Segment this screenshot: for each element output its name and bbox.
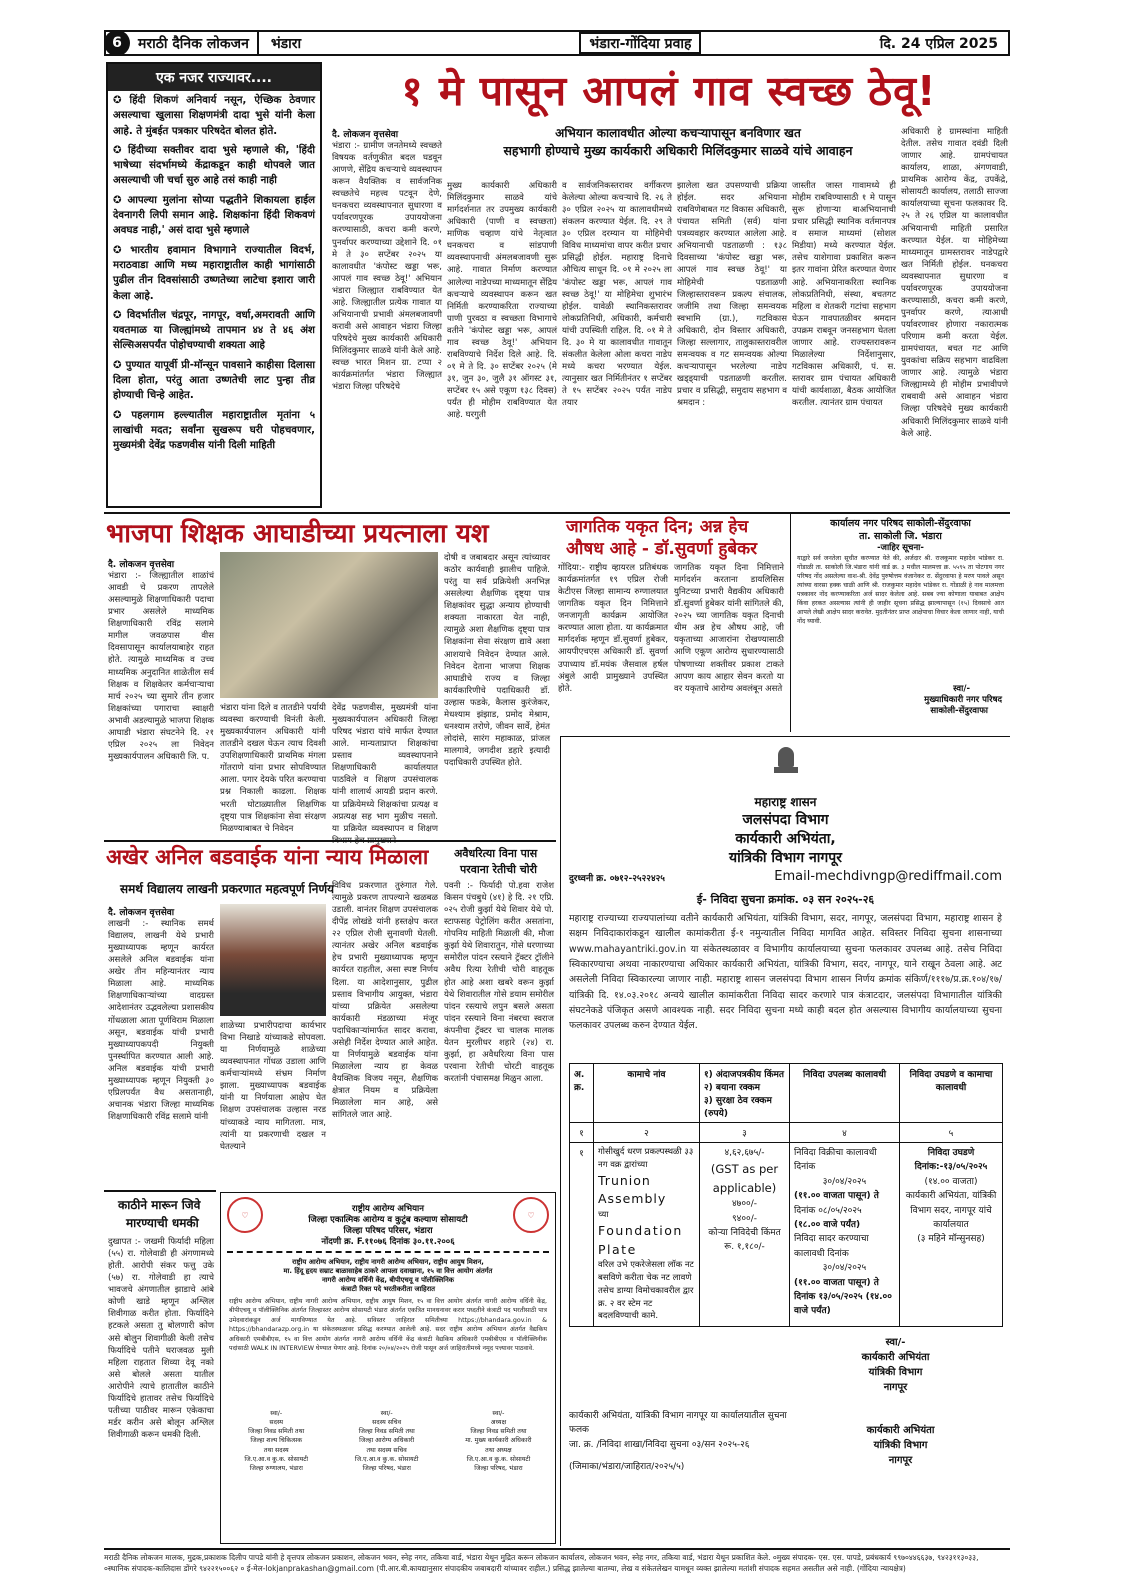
availability-text: निविदा सादर करण्याचा कालावधी दिनांक [794,1234,869,1259]
divider [104,840,556,842]
imprint-line: ०स्थानिक संपादक-कालिदास डोंगरे ९४२२१५००६२ ० ई-मेल-lokjanprakashan@gmail.com (पी.आर.बी.कायद्यानुसार संपादकीय जबाबदारी यांच्यावर राहील.) प्रसिद्ध झालेल्या बातम्या, लेख व संकेतलेखन यामधून व्यक्त झालेल्या मतांशी संपादक सहमत असतील असे नाही. (गोंदिया न्यायक्षेत्र) [104,1564,906,1574]
sign-line: तथा सदस्य [263,1446,289,1454]
sign-line: जिल्हा रुग्णालय, भंडारा [249,1464,303,1472]
main-subheadline: अभियान कालावधीत ओल्या कचऱ्यापासून बनविणार खत [555,126,801,140]
opening-text: दिनांक:-१३/०५/२०२५ [914,1162,988,1173]
page-header [104,30,1010,56]
opening-text: निविदा उघडणे [927,1148,975,1158]
bjp-col-3: देवेंद्र फडणवीस, मुख्यमंत्री यांना मुख्यकार्यपालन अधिकारी जिल्हा परिषद भंडारा यांचे मार्फत देण्यात आले. मान्यताप्राप्त शिक्षकांचा प्रस्ताव व्यवस्थापनाने शिक्षणाधिकारी कार्यालयात पाठविले व शिक्षण उपसंचालक यांनी शालार्थ आयडी प्रदान करणे. या प्रक्रियेमध्ये शिक्षकांचा प्रत्यक्ष व अप्रत्यक्ष सह भाग मुळीच नसतो. या प्रक्रियेत व्यवस्थापन व शिक्षण [332,703,438,834]
tender-table [569,1063,1003,1327]
nhm-line: कंत्राटी रिक्त पदे भरतीकरीता जाहिरात [340,1285,436,1293]
anil-col-1: लाखनी :- स्थानिक समर्थ विद्यालय, लाखनी येथे प्रभारी मुख्याध्यापक म्हणून कार्यरत असलेले अनिल बडवाईक यांना अखेर तीन महिन्यानंतर न्याय मिळाला आहे. माध्यमिक शिक्षणाधिकाऱ्यांच्या वादग्रस्त आदेशानंतर उद्भवलेल्या प्रशासकीय गोंधळाला आता पूर्णविराम मिळाला असून, बडवाईक यांची प्रभारी मुख्याध्यापकपदी नियुक्ती पुनर्स्थापित करण्यात आली आहे. अनिल बडवाईक यांची प्रभारी मुख्याध्यापक म्हणून नियुक्ती ३० एप्रिलपर्यंत वैध असतानाही, अचानक भंडारा जिल्हा माध्यमिक शिक्षणाधिकारी रविंद्र सलामे यांनी [108,919,214,1122]
main-col-4: झालेला खत उपसण्याची प्रक्रिया होईल. सदर अभियाना राबविणेबाबत गट विकास अधिकारी, पंचायत समिती (सर्व) यांना पत्रव्यवहार करण्यात आलेला आहे. अभियानाची पडताळणी : १३८ दिवसाच्या 'कंपोस्ट खड्डा भरू, आपलं गाव स्वच्छ ठेवू!' या मोहिमेची पडताळणी जिल्हास्तरावरून प्रकल्प संचालक, जजीमि तथा जिल्हा समन्वयक स्वभामि (ग्रा.), गटविकास अधिकारी, दोन विस्तार अधिकारी, जिल्हा सल्लागार, तालुकास्तरावरील समन्वयक व गट समन्वयक ओल्या कचऱ्यापासून भरलेल्या नाडेप खड्ड्याची पडताळणी करतील. प्रचार व प्रसिद्धी, समुदाय सहभाग व श्रमदान : [677,181,787,409]
tender-notice [560,736,1010,1546]
sakoli-title: कार्यालय नगर परिषद साकोली-सेंदुरवाफा [830,518,971,529]
sign-line: जिल्हा शल्य चिकित्सक [250,1437,303,1445]
bjp-photo [220,552,438,698]
liver-col-2: जागतिक यकृत दिना निमित्ताने मार्गदर्शन करताना डायलिसिस युनिटच्या प्रभारी वैद्यकीय अधिकारी डॉ.सुवर्णा हुबेकर यांनी सांगितले की, २०२५ च्या जागतिक यकृत दिनाची थीम अन्न हेच औषध आहे, जी यकृताच्या आजारांना रोखण्यासाठी आणि एकूण आरोग्य सुधारण्यासाठी पोषणाच्या शक्तीवर प्रकाश टाकते आपण काय आहार सेवन करतो या वर यकृताचे आरोग्य अवलंबून असते [674,563,784,694]
sign-line: यांत्रिकी विभाग [873,1440,928,1451]
sand-headline: अवैधरित्या विना पास [454,847,538,860]
bjp-headline: भाजपा शिक्षक आघाडीच्या प्रयत्नाला यश [106,519,489,549]
byline: दै. लोकजन वृत्तसेवा [108,560,175,570]
nhm-reg: नोंदणी क्र. F.११०७६ दिनांक ३०.११.२००६ [321,1237,455,1247]
sign-line: तथा अध्यक्ष [485,1446,512,1454]
availability-text: दिनांक १३/०५/२०२५ (१४.०० वाजे पर्यंत) [794,1291,892,1317]
sign-line: जि.ए.आ.व कु.क. सोसायटी [466,1455,531,1463]
tender-email[interactable]: Email-mechdivngp@rediffmail.com [774,869,1002,884]
availability-text: ३०/०४/२०२५ [822,1263,867,1274]
main-col-2: मुख्य कार्यकारी अधिकारी मिलिंदकुमार साळवे यांचे मार्गदर्शनात तर उपमुख्य कार्यकारी अधिकारी (पाणी व स्वच्छता) माणिक चव्हाण यांचे नेतृत्वात घनकचरा व सांडपाणी व्यवस्थापनाची अंमलबजावणी सुरू आहे. गावात निर्माण करण्यात आलेल्या नाडेपच्या माध्यमातून सेंद्रिय कचऱ्याचे व्यवस्थापन करून खत निर्मिती करण्याकरिता राज्याच्या पाणी पुरवठा व स्वच्छता विभागाचे वतीने 'कंपोस्ट खड्डा भरू, आपलं गाव स्वच्छ ठेवू!' अभियान राबविण्याचे निर्देश दिले आहे. दि. ०१ मे ते दि. ३० सप्टेंबर २०२५ (मे ३१, जुन ३०, जुलै ३१ ऑगस्ट ३१, सप्टेंबर १५ असे एकूण १३८ दिवस) पर्यंत ही मोहीम राबविण्यात येत आहे. घरगुती [447,181,558,421]
opening-text: कार्यकारी अभियंता, यांत्रिकी विभाग सदर, नागपूर यांचे कार्यालयात [905,1191,997,1230]
tender-opening-cell [900,1143,1003,1327]
sign-line: मा. मुख्य कार्यकारी अधिकारी [465,1437,532,1445]
bjp-col-1: भंडारा :- जिल्ह्यातील शाळांचं आवडी चे प्रकरण तापलेले असल्यामुळे शिक्षणाधिकारी पदाचा प्रभार असलेले माध्यमिक शिक्षणाधिकारी रविंद्र सलामे मागील जवळपास वीस दिवसापासून कार्यालयाबाहेर राहत होते. त्यामुळे माध्यमिक व उच्च माध्यमिक अनुदानित शाळेतील सर्व शिक्षक व शिक्षकेतर कर्मचाऱ्याचा मार्च २०२५ च्या सुमारे तीन हजार शिक्षकांच्या पगाराचा स्वाक्षरी अभावी अडल्यामुळे भाजपा शिक्षक आघाडी भंडारा संघटनेने दि. २१ एप्रिल २०२५ ला निवेदन मुख्यकार्यपालन अधिकारी जि. प. [108,571,214,762]
sakoli-signatory: मुख्याधिकारी नगर परिषद [924,695,1002,705]
security-deposit: ९४००/- [732,1213,757,1224]
sakoli-notice [790,514,1010,732]
sign-line: जिल्हा परिषद, भंडारा [362,1464,411,1472]
page-number: 6 [104,30,130,56]
sign-line: अध्यक्ष [490,1419,507,1427]
nhm-sign-1 [244,1409,308,1473]
sign-line: सदस्य सचिव [372,1419,402,1427]
table-cell: १ [570,1143,594,1327]
nhm-title: राष्ट्रीय आरोग्य अभियान [352,1204,424,1214]
tender-dept: जलसंपदा विभाग [742,812,829,828]
sand-body: पवनी :- फिर्यादी पो.हवा राजेश किसन पंचबुधे (४१) हे दि. २१ एप्रि. ०२५ रोजी कुर्झा येथे शिवार येथे पो. स्टाफसह पेट्रोलिंग करीत असतांना, गोपनिय माहिती मिळाली की, मौजा कुर्झा येथे शिवारातुन, गोसे धरणाच्या समोरील पांदन रस्त्याने ट्रॅक्टर ट्रॉलीने अवैध रित्या रेतीची चोरी वाहतूक होत आहे अशा खबरे वरून कुर्झा येथे शिवारातील गोसे डयाम समोरील पांदन रस्त्याचे लपुन बसले असता पांदन रस्त्याने विना नंबरचा स्वराज कंपनीचा ट्रॅक्टर चा चालक मालक येतन मुरलीधर शहारे (२४) रा. कुर्झा, हा अवैधरित्या विना पास परवाना रेतीची चोरटी वाहतूक करतांनी पंचासमक्ष मिळुन आला. [444,881,554,1084]
gst-note: (GST as per applicable) [710,1162,779,1195]
estimated-cost: ४,६२,६७५/- [724,1148,765,1158]
table-number-row [570,1123,1003,1143]
main-col-3: व सार्वजनिकस्तरावर वर्गीकरण केलेल्या ओल्या कचऱ्याचे दि. २६ ते ३० एप्रिल २०२५ या कालावधीमध्ये संकलन करण्यात येईल. दि. २९ ते ३० एप्रिल दरम्यान या मोहिमेची विविध माध्यमांचा वापर करीत प्रचार प्रसिद्धी होईल. महाराष्ट्र दिनाचे औचित्य साधून दि. ०१ मे २०२५ ला 'कंपोस्ट खड्डा भरू, आपलं गाव स्वच्छ ठेवू!' या मोहिमेचा शुभारंभ होईल. यावेळी स्थानिकस्तरावर लोकप्रतिनिधी, अधिकारी, कर्मचारी यांची उपस्थिती राहिल. दि. ०१ मे ते दि. ३० मे या कालावधीत गावातून संकलीत केलेला ओला कचरा नाडेप मध्ये कचरा भरण्यात येईल. त्यानुसार खत निर्मितीनंतर १ सप्टेंबर ते १५ सप्टेंबर २०२५ पर्यंत नाडेप तयार [562,181,672,409]
copy-line: (जिमाका/भंडारा/जाहिरात/२०२५/५) [569,1462,685,1473]
opening-text: (३ महिने मॉन्सुनसह) [917,1234,985,1245]
sign-line: सदस्य [269,1419,284,1427]
sakoli-body: याद्वारे सर्व जनतेला सूचीत करण्यात येते की, अर्जदार श्री. राजकुमार महादेव भांडेकर रा. गोंडाळी ता. साकोली जि.भंडारा यांनी वार्ड क्र. ३ मधील मालमत्ता क्र. ५५९५ ता पोटगाय नगर परिषद नोंद असलेल्या वाश-श्री. देवेंद्र पुरुषोत्तम वंजानेकर रा. सेंदुरवाफा हे मरण पावले असून त्यांच्या वारसा हक्क चाळी आणि श्री. राजकुमार महादेव भांडेकर रा. गोंडाळी हे नाव मालमत्ता पत्रकावर नोंद करण्याकरिता अर्ज सादर केलेला आहे. सबब ज्या कोणाला याबाबत आक्षेप किंवा हरकत असल्यास त्यांनी ही जाहीर सूचना प्रसिद्ध झाल्यापासून (१५) दिवसाचे आत आपले लेखी आक्षेप सादर करावेत. मुदतीनंतर प्राप्त आक्षेपाचा विचार केला जाणार नाही, याची नोंद घ्यावी. [797,555,1004,625]
sign-line: जिल्हा आरोग्य अधिकारी [359,1437,415,1445]
work-text-en: Foundation Plate [598,1222,683,1257]
sakoli-sign: स्वा/- [953,684,970,694]
tender-sign-1 [781,1335,1010,1395]
tender-copy [569,1409,799,1475]
divider [104,1190,216,1192]
anil-photo [220,904,326,1016]
table-cell: ५ [900,1123,1003,1143]
nhm-line: मा. हिंदू हृदय सम्राट बाळासाहेब ठाकरे आपला दवाखाना, १५ वा वित्त आयोग अंतर्गत [283,1267,493,1275]
availability-text: निविदा विक्रीचा कालावधी दिनांक [794,1148,877,1173]
table-header-row [570,1064,1003,1123]
sign-line: नागपूर [883,1382,908,1393]
state-news-item: ✪ हिंदीच्या सक्तीवर दादा भुसे म्हणाले की, 'हिंदी भाषेच्या संदर्भामध्ये केंद्राकडून काही थोपवले जात असल्याची जी चर्चा सुरु आहे तसं काही नाही [113,144,315,187]
opening-text: (१४.०० वाजता) [924,1176,978,1187]
bjp-col-4: दोषी व जबाबदार असून त्यांच्यावर कठोर कार्यवाही झालीच पाहिजे. परंतु या सर्व प्रक्रियेशी अनभिज्ञ असलेल्या शैक्षणिक दृष्ट्या पात्र शिक्षकांवर सुद्धा अन्याय होण्याची शक्यता नाकारता येत नाही, त्यामुळे अशा शैक्षणिक दृष्ट्या पात्र शिक्षकांना सेवा संरक्षण द्यावे अशा आशयाचे निवेदन देण्यात आले. निवेदन देताना भाजपा शिक्षक आघाडीचे राज्य व जिल्हा कार्यकारिणीचे पदाधिकारी डॉ. उल्हास फडके, कैलास कुरंजेकर, मेधश्याम झंझाड, प्रमोद मेश्राम, धनश्याम तरोणे, जीवन सार्वे, हेमंत लोदांसे, सारंग महाकाळ, प्रांजल मालगावे, जगदीश डहारे इत्यादी पदाधिकारी उपस्थित होते. [444,553,550,769]
sign-line: कार्यकारी अभियंता [861,1352,930,1363]
state-news-item: ✪ पुण्यात यापूर्वी प्री-मॉन्सून पावसाने काहीसा दिलासा दिला होता, परंतु आता उष्णतेची लाट पुन्हा तीव्र होण्याची चिन्हे आहेत. [113,359,315,402]
paper-name: मराठी दैनिक लोकजन [130,32,259,54]
threat-headline: काठीने मारून जिवे [118,1198,201,1212]
tender-number: ई- निविदा सुचना क्रमांक. ०३ सन २०२५-२६ [696,893,875,906]
liver-col-1: गोंदिया:- राष्ट्रीय व्हायरल प्रतिबंधक कार्यक्रमांतर्गत १९ एप्रिल रोजी केटीएस जिल्हा सामान्य रुग्णालयात जागतिक यकृत दिन निमित्ताने जनजागृती कार्यक्रम आयोजित करण्यात आला होता. या कार्यक्रमात मार्गदर्शक म्हणून डॉ.सुवर्णा हुबेकर, आयपीएचएस अधिकारी डॉ. सुवर्णा उपाध्याय डॉ.मयंक जैसवाल हर्षल अंबुले आदी प्रामुख्याने उपस्थित होते. [558,563,668,694]
anil-col-2: विविध प्रकरणात तुरुंगात गेले. त्यामुळे प्रकरण तापल्याने खळबळ उडाली. वानंतर शिक्षण उपसंचालक दीपेंद्र लोखंडे यांनी हस्तक्षेप करत २२ एप्रिल रोजी सुनावणी घेतली. त्यानंतर अखेर अनिल बडवाईक हेच प्रभारी मुख्याध्यापक म्हणून कार्यरत राहतील, असा स्पष्ट निर्णय दिला. या आदेशानुसार, पुढील प्रस्ताव विभागीय आयुक्त, भंडारा यांच्या प्रक्रियेत असलेल्या कार्यकारी मंडळाच्या मंजूर पदाधिकाऱ्यांमार्फत सादर करावा, असेही निर्देश देण्यात आले आहेत. या निर्णयामुळे बडवाईक यांना मिळालेला न्याय हा केवळ वैयक्तिक विजय नसून, शैक्षणिक क्षेत्रात नियम व प्रक्रियेला मिळालेला मान आहे, असे सांगितले जात आहे. [332,881,438,1121]
sign-line: स्वा/- [885,1337,906,1348]
nhm-title-3: जिल्हा परिषद परिसर, भंडारा [343,1226,433,1236]
state-news-item: ✪ पहलगाम हल्ल्यातील महाराष्ट्रातील मृतांना ५ लाखांची मदत; सर्वांना सुखरूप घरी पोहचवणार, मुख्यमंत्री देवेंद्र फडणवीस यांनी दिली माहिती [113,409,315,452]
main-col-1: भंडारा :- ग्रामीण जनतेमध्ये स्वच्छते विषयक वर्तणुकीत बदल घडवून आणणे, सेंद्रिय कचऱ्याचे व्यवस्थापन करून वैयक्तिक व सार्वजनिक स्वच्छतेचे महत्त्व पटवून देणे, घनकचरा व्यवस्थापनात सुधारणा व पर्यावरणपूरक उपाययोजना करण्यासाठी, कचरा कमी करणे, पुनर्वापर करण्याच्या उद्देशाने दि. ०१ मे ते ३० सप्टेंबर २०२५ या कालावधीत 'कंपोस्ट खड्डा भरू, आपलं गाव स्वच्छ ठेवू!' अभियान भंडारा जिल्ह्यात राबविण्यात येत आहे. जिल्ह्यातील प्रत्येक गावात या अभियानाची प्रभावी अंमलबजावणी करावी असे आवाहन भंडारा जिल्हा परिषदेचे मुख्य कार्यकारी अधिकारी मिलिंदकुमार साळवे यांनी केले आहे. स्वच्छ भारत मिशन ग्रा. टप्पा २ कार्यक्रमांतर्गत भंडारा जिल्ह्यात भंडारा जिल्हा परिषदेचे [332,141,442,393]
state-news-box [106,62,322,508]
anil-headline: अखेर अनिल बडवाईक यांना न्याय मिळाला [106,845,429,869]
nhm-logo-icon-2: ♡ [513,1197,549,1233]
nhm-signatures [221,1409,555,1473]
tender-gov: महाराष्ट्र शासन [754,795,817,809]
tender-availability-cell [790,1143,900,1327]
form-cost: रू. १,१८०/- [724,1242,765,1253]
byline: दै. लोकजन वृत्तसेवा [332,130,399,140]
table-cell: २ [594,1123,700,1143]
work-text-en: Trunion Assembly [598,1172,667,1207]
city-name: भंडारा [270,35,302,52]
availability-text: ३०/०४/२०२५ [822,1176,867,1187]
table-cell: ४ [790,1123,900,1143]
section-name: भंडारा-गोंदिया प्रवाह [579,32,701,54]
copy-line: कार्यकारी अभियंता, यांत्रिकी विभाग नागपूर या कार्यालयातील सुचना फलक [569,1411,787,1436]
table-header: अ. क्र. [570,1064,594,1123]
table-header: निविदा उपलब्ध कालावधी [790,1064,900,1123]
sakoli-subtitle: ता. साकोली जि. भंडारा [859,531,942,542]
tender-amount-cell [700,1143,790,1327]
byline: दै. लोकजन वृत्तसेवा [108,908,175,918]
sign-line: तथा सदस्य सचिव [366,1446,407,1454]
main-subheadline-2: सहभागी होण्याचे मुख्य कार्यकारी अधिकारी मिलिंदकुमार साळवे यांचे आवाहन [503,143,853,158]
tender-work-cell [594,1143,700,1327]
sign-line: कार्यकारी अभियंता [866,1425,935,1436]
sign-line: जि.ए.आ.व कु.क. सोसायटी [354,1455,419,1463]
state-news-item: ✪ भारतीय हवामान विभागाने राज्यातील विदर्भ, मराठवाडा आणि मध्य महाराष्ट्रातील काही भागांसाठी पुढील तीन दिवसांसाठी उष्णतेच्या लाटेचा इशारा जारी केला आहे. [113,244,315,302]
imprint-footer [104,1548,1010,1580]
liver-headline: जागतिक यकृत दिन; अन्न हेच [566,517,749,537]
table-row [570,1143,1003,1327]
sign-line: यांत्रिकी विभाग [868,1367,923,1378]
bjp-col-2: भंडारा यांना दिले व तातडीने पर्यायी व्यवस्था करण्याची विनंती केली. मुख्यकार्यपालन अधिकारी यांनी तातडीने दखल घेऊन त्याच दिवशी उपशिक्षणाधिकारी प्राथमिक मंगला गोंतराणे यांना प्रभार सोपविण्यात आला. पगार देयके परित करण्याचा प्रश्न निकाली काढला. शिक्षक भरती घोटाळ्यातील शिक्षणिक दृष्ट्या पात्र शिक्षकांना सेवा संरक्षण मिळण्याबाबत चे निवेदन [220,703,326,834]
nhm-body: राष्ट्रीय आरोग्य अभियान, राष्ट्रीय नागरी आरोग्य अभियान, राष्ट्रीय आयुष मिशन, १५ वा वित्त आयोग अंतर्गत नागरी आरोग्य वर्धिनी केंद्र, बीपीएचयू व पॉलीक्लिनिक अंतर्गत जिल्हास्तर आरोग्य सोसायटी भंडारा अंतर्गत एकत्रित मानधनावर करार पध्दतीने कंत्राटी पद भरतीसाठी पात्र उमेदवारांकडून अर्ज मागविण्यात येत आहे. सविस्तर जाहिरात समितीच्या https://bhandara.gov.in & https://bhandarazp.org.in या संकेतस्थळावर प्रसिद्ध करण्यात आलेली आहे. सदर राष्ट्रीय आरोग्य अभियान अंतर्गत वैद्यकिय अधिकारी एमबीबीएस, १५ वा वित्त आयोग अंतर्गत नागरी आरोग्य वर्धिनी केंद्र कंत्राटी वैद्यकिय अधिकारी एमबीबीएस व पॉलीक्लिनीक पदांसाठी WALK IN INTERVIEW घेण्यात येणार आहे. दिनांक २०/०४/२०२५ रोजी पासून अर्ज जाहिरातीमध्ये नमूद पत्त्यावर पाठवावे. [229,1298,547,1353]
main-headline: १ मे पासून आपलं गाव स्वच्छ ठेवू! [401,67,937,115]
anil-subheadline: समर्थ विद्यालय लाखनी प्रकरणात महत्वपूर्ण निर्णय [120,882,335,896]
sand-headline-2: परवाना रेतीची चोरी [460,863,537,876]
state-emblem-icon [771,745,801,779]
main-col-6: अधिकारी हे ग्रामस्थांना माहिती देतील. तसेच गावात दवंडी दिली जाणार आहे. ग्रामपंचायत कार्यालय, शाळा, अंगणवाडी, प्राथमिक आरोग्य केंद्र, उपकेंद्रे, सोसायटी कार्यालय, तलाठी साज्जा कार्यालयाच्या सूचना फलकावर दि. २५ ते २६ एप्रिल या कालावधीत अभियानाची माहिती प्रसारित करण्यात येईल. या मोहिमेच्या माध्यमातून ग्रामस्तरावर नाडेपद्वारे खत निर्मिती होईल. घनकचरा व्यवस्थापनात सुधारणा व पर्यावरणपूरक उपाययोजना करण्यासाठी, कचरा कमी करणे, पुनर्वापर करणे, त्याआधी पर्यावरणावर होणारा नकारात्मक परिणाम कमी करता येईल. ग्रामपंचायत, बचत गट आणि युवकांचा सक्रिय सहभाग वाढविला जाणार आहे. त्यामुळे भंडारा जिल्ह्यामध्ये ही मोहीम प्रभावीपणे राबवावी असे आवाहन भंडारा जिल्हा परिषदेचे मुख्य कार्यकारी अधिकारी मिलिंदकुमार साळवे यांनी केले आहे. [901,127,1008,439]
liver-headline-2: औषध आहे - डॉ.सुवर्णा हुबेकर [566,539,758,559]
earnest-money: ४७००/- [732,1199,757,1210]
sakoli-label: -जाहिर सूचना- [877,543,924,553]
sign-line: जिल्हा निवड समिती तथा [470,1428,527,1436]
work-text: च्या [598,1210,609,1220]
nhm-title-2: जिल्हा एकात्मिक आरोग्य व कुटुंब कल्याण सोसायटी [308,1215,468,1225]
availability-text: (११.०० वाजता पासून) ते [794,1191,879,1202]
sign-line: जि.ए.आ.व कु.क. सोसायटी [244,1455,309,1463]
nhm-sign-3 [465,1409,531,1473]
tender-phone: दुरध्वनी क्र. ०७१२-२५२२४२५ [569,874,665,884]
tender-sign-2 [799,1409,1002,1475]
sign-line: जिल्हा निवड समिती तथा [358,1428,415,1436]
main-col-5: जास्तीत जास्त गावामध्ये ही मोहीम राबविण्यासाठी १ मे पासून सुरू होणाऱ्या बाअभियानाची प्रचार प्रसिद्धी स्थानिक वर्तमानपत्र व समाज माध्यमां (सोशल मिडीया) मध्ये करण्यात येईल. तसेच याशेगावा प्रकाशित करून इतर गावांना प्रेरित करण्यात येणार आहे. अभियानाकरिता स्थानिक लोकप्रतिनिधी, संस्था, बचतगट महिला व शेतकरी गटांचा सहभाग घेऊन गावपातळीवर श्रमदान उपक्रम राबवून जनसहभाग घेतला जाणार आहे. राज्यस्तरावरून मिळालेल्या निर्देशानुसार, गटविकास अधिकारी, पं. स. स्तरावर ग्राम पंचायत अधिकारी यांची कार्यशाळा, बैठक आयोजित करतील. त्यानंतर ग्राम पंचायत [792,181,896,409]
sakoli-signatory-place: साकोली-सेंदुरवाफा [930,706,988,716]
nhm-logo-icon: ♡ [227,1197,263,1233]
table-header: निविदा उघडणे व कामाचा कालावधी [900,1064,1003,1123]
state-news-title: एक नजर राज्यावर.... [108,64,320,91]
form-cost-label: कोऱ्या निविदेची किंमत [708,1227,781,1238]
state-news-item: ✪ हिंदी शिकणं अनिवार्य नसून, ऐच्छिक ठेवणार असल्याचा खुलासा शिक्षणमंत्री दादा भुसे यांनी केला आहे. ते मुंबईत पत्रकार परिषदेत बोलत होते. [113,95,315,137]
tender-division: यांत्रिकी विभाग नागपूर [729,850,842,866]
sign-line: जिल्हा परिषद, भंडारा [474,1464,523,1472]
state-news-item: ✪ विदर्भातील चंद्रपूर, नागपूर, वर्धा,अमरावती आणि यवतमाळ या जिल्ह्यांमध्ये तापमान ४४ ते ४६ अंश सेल्सिअसपर्यंत पोहोचण्याची शक्यता आहे [113,309,315,352]
nhm-notice [220,1192,556,1544]
availability-text: (११.०० वाजता पासून) ते [794,1277,879,1288]
sign-line: नागपूर [888,1455,913,1466]
table-header: कामाचे नांव [594,1064,700,1123]
nhm-line: नागरी आरोग्य वर्धिनी केंद्र, बीपीएचयू व पॉलीक्लिनिक [322,1276,454,1284]
tender-body: महाराष्ट्र राज्याच्या राज्यपालांच्या वतीने कार्यकारी अभियंता, यांत्रिकी विभाग, सदर, नागपूर, जलसंपदा विभाग, महाराष्ट्र शासन हे सक्षम निविदाकारांकडून खालील कामांकरीता ई-१ नमुन्यातील निविदा मागवित आहेत. सविस्तर निविदा सुचना शासनाच्या www.mahayantriki.gov.in या संकेतस्थळावर व विभागीय कार्यालयाच्या सुचना फलकावर उपलब्ध आहे. तसेच निविदा स्विकारण्याचा अथवा नाकारण्याचा अधिकार कार्यकारी अभियंता, यांत्रिकी विभाग, सदर, नागपूर, याने राखून ठेवला आहे. अट असलेली निविदा स्विकारल्या जाणार नाही. महाराष्ट्र शासन जलसंपदा विभाग शासन निर्णय क्रमांक संकिर्ण/१११७/प्र.क्र.१०४/१७/यांत्रिकी दि. १४.०३.२०१८ अन्वये खालील कामांकरीता निविदा सादर करणारे पात्र कंत्राटदार, जलसंपदा विभागातील यांत्रिकी संघटनेकडे पंजिकृत असणे आवश्यक नाही. सदर निविदा सुचना मध्ये काही बदल होत असल्यास विभागीय कार्यालयाच्या सुचना फलकावर उपलब्ध करुन देण्यात येईल. [569,913,1002,1032]
sign-line: जिल्हा निवड समिती तथा [248,1428,305,1436]
issue-date: दि. 24 एप्रिल 2025 [879,35,998,52]
sign-line: स्वा/- [270,1410,283,1417]
imprint-line: मराठी दैनिक लोकजन मालक, मुद्रक,प्रकाशक दिलीप पापडे यांनी हे वृत्तपत्र लोकजन प्रकाशन, लोकजन भवन, स्नेह नगर, तकिया वार्ड, भंडारा येथून मुद्रित करून लोकजन कार्यालय, लोकजन भवन, स्नेह नगर, तकिया वार्ड, भंडारा येथून प्रकाशित केले. ०मुख्य संपादक- एस. एस. पापडे, प्रबंधकार्य ९९७०४४६६३७, ९४२३११३०३३, [104,1553,979,1562]
state-news-item: ✪ आपल्या मुलांना सोप्या पद्धतीने शिकायला हाईल देवनागरी लिपी समान आहे. शिक्षकांना हिंदी शिकवणं अवघड नाही,' असं दादा भुसे म्हणाले [113,194,315,237]
table-cell: १ [570,1123,594,1143]
anil-col-3: शाळेच्या प्रभारीपदाचा कार्यभार विभा निखाडे यांच्याकडे सोपवला. या निर्णयामुळे शाळेच्या व्यवस्थापनात गोंधळ उडाला आणि कर्मचाऱ्यांमध्ये संभ्रम निर्माण झाला. मुख्याध्यापक बडवाईक यांनी या निर्णयाला आक्षेप घेत शिक्षण उपसंचालक उल्हास नरड यांच्याकडे न्याय मागितला. मात्र, त्यांनी या प्रकरणाची दखल न घेतल्याने [220,1021,326,1152]
threat-body: दुखापत :- जखमी फिर्यादी महिला (५५) रा. गोलेवाडी ही अंगणामध्ये होती. आरोपी संकर फत्तु उके (५७) रा. गोलेवाडी हा त्याचे भावजचे अंगणातील झाडाचे आंबे कोणी खाडे म्हणून अश्लिल शिवीगाळ करीत होता. फिर्यादिने हटकले असता तु बोलणारी कोण असे बोलुन शिवागीळी केली तसेच फिर्यादिचे पतीने घराजवळ मुली महिला राहतात शिव्या देवू नको असे बोलले असता यातील आरोपीने त्याचे हातातील काठीने फिर्यादिचे हातावर तसेच फिर्यादिचे पतीच्या पाठीवर मारून एकेकाचा मर्डर करीन असे बोलून अश्लिल शिवीगाळी करून धमकी दिली. [108,1237,214,1440]
nhm-line: राष्ट्रीय आरोग्य अभियान, राष्ट्रीय नागरी आरोग्य अभियान, राष्ट्रीय आयुष मिशन, [292,1258,484,1266]
work-text: गोसीखुर्द धरण प्रकल्पस्थळी ३३ नग वक्र द्वारांच्या [598,1147,694,1170]
availability-text: (१८.०० वाजे पर्यंत) [794,1219,861,1230]
nhm-sign-2 [355,1409,419,1473]
threat-headline-2: मारण्याची धमकी [126,1216,199,1230]
work-text: वरिल उभे एकरेजेसला लॉक नट बसविणे करीता चेक नट लावणे तसेच डाग्या विमोचकावरील द्वार क्र. २ वर स्टेम नट बदलविण्याची कामे. [598,1260,694,1322]
availability-text: दिनांक ०८/०५/२०२५ [794,1205,862,1216]
sign-line: स्वा/- [380,1410,393,1417]
table-cell: ३ [700,1123,790,1143]
tender-officer: कार्यकारी अभियंता, [735,831,836,847]
sign-line: स्वा/- [492,1410,505,1417]
table-header: १) अंदाजपत्रकीय किंमत २) बयाना रक्कम ३) सुरक्षा ठेव रक्कम (रुपये) [700,1064,790,1123]
copy-line: जा. क्र. /निविदा शाखा/निविदा सुचना ०३/सन २०२५-२६ [569,1439,750,1450]
